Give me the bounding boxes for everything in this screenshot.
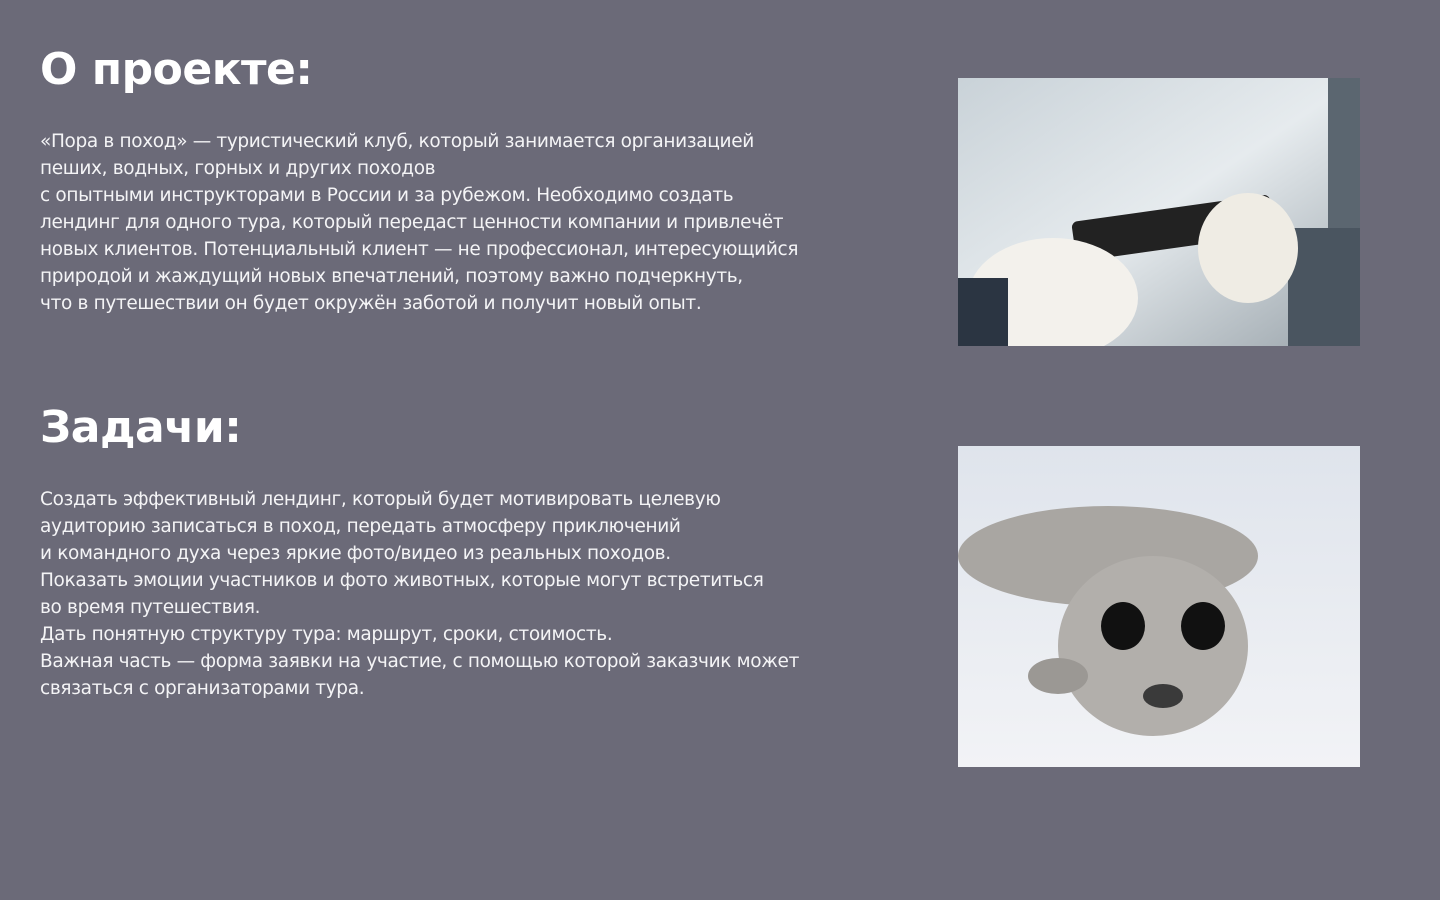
text-line: «Пора в поход» — туристический клуб, который занимается организацией (40, 131, 754, 152)
text-line: Важная часть — форма заявки на участие, с помощью которой заказчик может (40, 651, 800, 672)
about-description (40, 128, 900, 317)
text-line: связаться с организаторами тура. (40, 678, 365, 699)
text-line: Дать понятную структуру тура: маршрут, сроки, стоимость. (40, 624, 613, 645)
tasks-title: Задачи: (40, 402, 242, 453)
text-line: природой и жаждущий новых впечатлений, поэтому важно подчеркнуть, (40, 266, 743, 287)
text-line: лендинг для одного тура, который передаст ценности компании и привлечёт (40, 212, 784, 233)
text-line: Создать эффективный лендинг, который будет мотивировать целевую (40, 489, 721, 510)
text-line: с опытными инструкторами в России и за рубежом. Необходимо создать (40, 185, 734, 206)
about-title: О проекте: (40, 44, 313, 95)
tasks-description (40, 486, 900, 702)
text-line: новых клиентов. Потенциальный клиент — не профессионал, интересующийся (40, 239, 799, 260)
mittens-cup-photo (958, 78, 1360, 346)
text-line: и командного духа через яркие фото/видео из реальных походов. (40, 543, 671, 564)
text-line: аудиторию записаться в поход, передать атмосферу приключений (40, 516, 681, 537)
text-line: что в путешествии он будет окружён заботой и получит новый опыт. (40, 293, 702, 314)
text-line: во время путешествия. (40, 597, 261, 618)
text-line: пеших, водных, горных и других походов (40, 158, 436, 179)
seal-photo (958, 446, 1360, 767)
text-line: Показать эмоции участников и фото животных, которые могут встретиться (40, 570, 764, 591)
